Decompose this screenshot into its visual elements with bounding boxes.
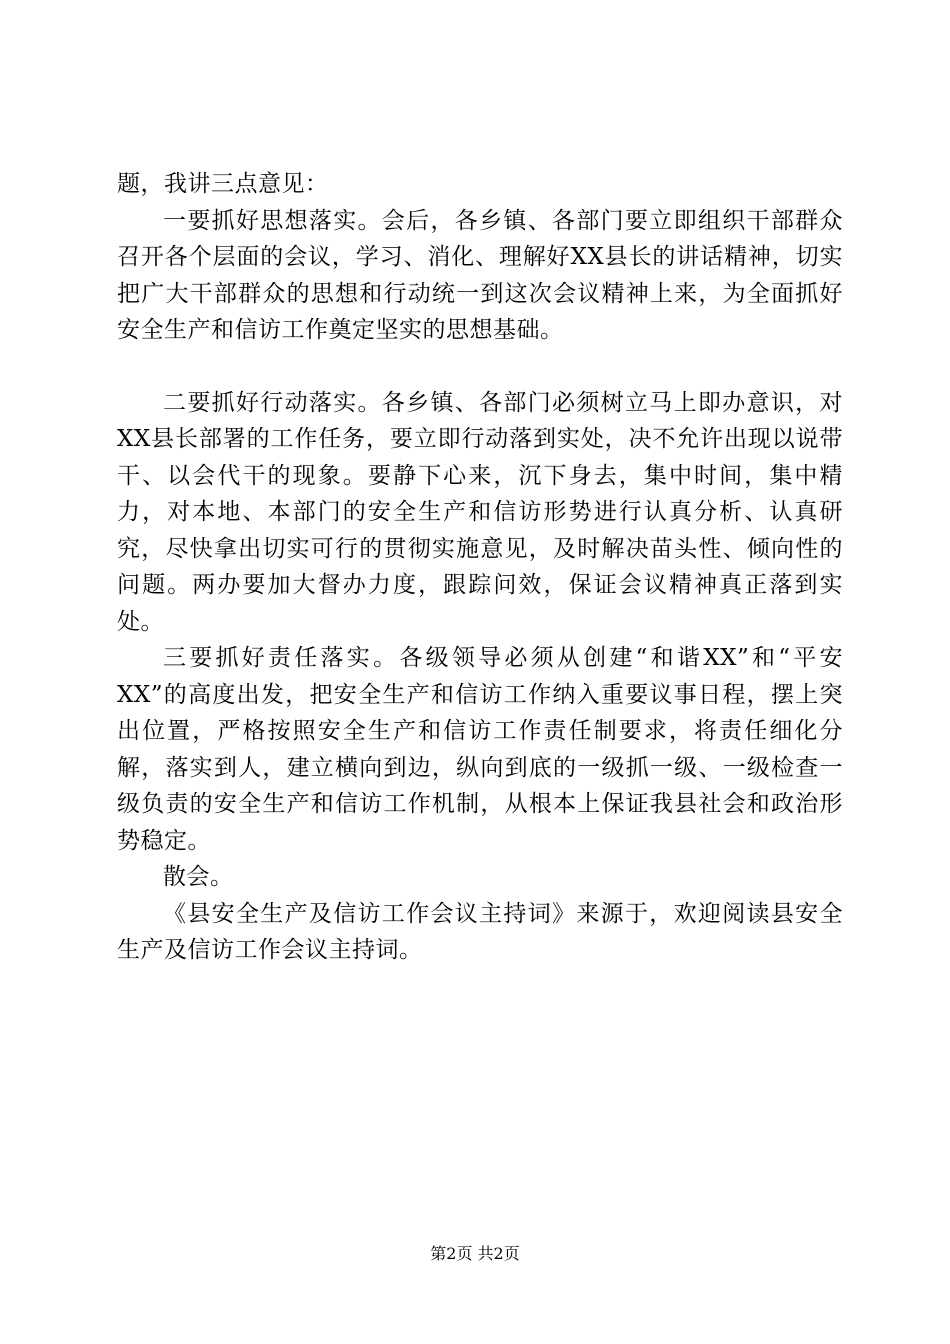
paragraph-point-one: 一要抓好思想落实。会后，各乡镇、各部门要立即组织干部群众召开各个层面的会议，学习、消化、理解好XX县长的讲话精神，切实把广大干部群众的思想和行动统一到这次会议精神上来，为全面抓好安全生产和信访工作奠定坚实的思想基础。 xyxy=(117,207,843,343)
paragraph-spacer xyxy=(117,349,843,385)
document-body xyxy=(117,166,843,969)
paragraph-intro-tail: 题，我讲三点意见： xyxy=(117,171,329,197)
paragraph-adjourn: 散会。 xyxy=(163,864,234,890)
paragraph-point-three: 三要抓好责任落实。各级领导必须从创建“和谐XX”和“平安XX”的高度出发，把安全生产和信访工作纳入重要议事日程，摆上突出位置，严格按照安全生产和信访工作责任制要求，将责任细化分解，落实到人，建立横向到边，纵向到底的一级抓一级、一级检查一级负责的安全生产和信访工作机制，从根本上保证我县社会和政治形势稳定。 xyxy=(117,645,843,854)
page-number-footer: 第2页 共2页 xyxy=(430,1244,520,1263)
paragraph-source-note: 《县安全生产及信访工作会议主持词》来源于，欢迎阅读县安全生产及信访工作会议主持词。 xyxy=(117,900,843,963)
paragraph-point-two: 二要抓好行动落实。各乡镇、各部门必须树立马上即办意识，对XX县长部署的工作任务，要立即行动落到实处，决不允许出现以说带干、以会代干的现象。要静下心来，沉下身去，集中时间，集中精力，对本地、本部门的安全生产和信访形势进行认真分析、认真研究，尽快拿出切实可行的贯彻实施意见，及时解决苗头性、倾向性的问题。两办要加大督办力度，跟踪问效，保证会议精神真正落到实处。 xyxy=(117,389,843,635)
